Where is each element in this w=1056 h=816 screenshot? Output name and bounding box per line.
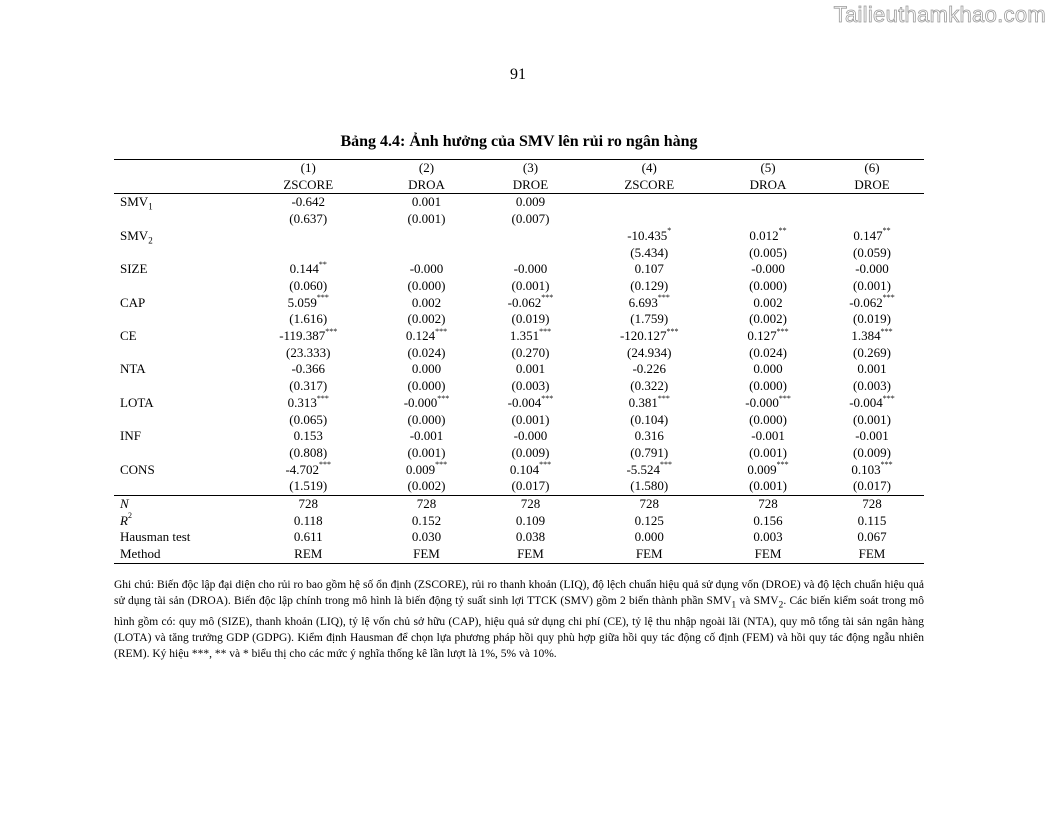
std-error-cell <box>375 245 479 262</box>
coef-value: -10.435 <box>627 227 668 243</box>
coef-value: 5.059 <box>287 294 317 310</box>
std-error-cell: (1.580) <box>630 478 669 494</box>
coef-row <box>114 428 924 445</box>
std-error-cell: (1.616) <box>289 311 328 327</box>
stat-name: Method <box>120 546 161 562</box>
std-error-cell: (0.002) <box>749 311 787 327</box>
coef-cell <box>242 228 375 245</box>
coef-value: -0.226 <box>632 361 667 377</box>
significance-stars: ** <box>882 226 891 236</box>
stat-value: 0.067 <box>857 529 887 545</box>
stat-value: 0.030 <box>411 529 442 545</box>
model-number-cell: (4) <box>582 160 716 177</box>
coef-cell <box>716 328 820 345</box>
std-error-row <box>114 278 924 295</box>
coef-cell <box>478 261 582 278</box>
coef-value: -0.001 <box>855 428 889 444</box>
coef-value: 0.381 <box>628 394 658 410</box>
variable-label <box>114 228 242 245</box>
std-error-cell: (0.269) <box>853 344 891 360</box>
std-error-cell <box>716 211 820 228</box>
variable-name: CONS <box>120 461 155 477</box>
variable-name: CE <box>120 328 137 344</box>
coef-cell <box>242 261 375 278</box>
header-row-dependent-vars <box>114 177 924 194</box>
stat-value: REM <box>242 546 375 563</box>
variable-name: SIZE <box>120 261 148 277</box>
stat-value: 0.611 <box>293 529 323 545</box>
stat-row <box>114 513 924 530</box>
coef-row <box>114 462 924 479</box>
significance-stars: *** <box>435 326 448 336</box>
coef-value: -0.642 <box>291 194 326 210</box>
variable-label <box>114 261 242 278</box>
coef-row <box>114 261 924 278</box>
stat-value: FEM <box>820 546 924 563</box>
coef-row <box>114 194 924 211</box>
std-error-row <box>114 245 924 262</box>
std-error-label-blank <box>114 478 242 495</box>
std-error-cell: (5.434) <box>630 244 669 260</box>
std-error-cell: (0.019) <box>853 311 891 327</box>
std-error-cell: (1.519) <box>289 478 328 494</box>
significance-stars: *** <box>882 293 895 303</box>
stat-label <box>114 546 242 563</box>
coef-cell <box>820 428 924 445</box>
significance-stars: *** <box>882 393 895 403</box>
variable-label <box>114 328 242 345</box>
std-error-cell: (0.003) <box>853 378 891 394</box>
coef-cell <box>820 328 924 345</box>
note-text-part-3: . Các biến kiểm soát trong mô hình gồm có: quy mô (SIZE), thanh khoản (LIQ), tỷ lệ vốn chủ sở hữu (CAP), hiệu quả sử dụng chi phí (CE), tỷ lệ thu nhập ngoài lãi (NTA), quy mô tổng tài sản ngân hàng (LOTA) và tăng trưởng GDP (GDPG). Kiểm định Hausman để chọn lựa phương pháp hồi quy phù hợp giữa hồi quy tác động cố định (FEM) và hồi quy tác động ngẫu nhiên (REM). Ký hiệu ***, ** và * biểu thị cho các mức ý nghĩa thống kê lần lượt là 1%, 5% và 10%. <box>114 595 924 661</box>
std-error-cell <box>820 211 924 228</box>
std-error-row <box>114 211 924 228</box>
variable-name: INF <box>120 428 141 444</box>
coef-row <box>114 361 924 378</box>
coef-value: 0.144 <box>289 261 319 277</box>
significance-stars: *** <box>435 460 448 470</box>
coef-cell <box>820 361 924 378</box>
std-error-cell: (0.001) <box>407 444 446 460</box>
coef-value: 0.001 <box>857 361 887 377</box>
stat-row <box>114 496 924 513</box>
coef-cell <box>242 295 375 312</box>
stat-row <box>114 529 924 546</box>
std-error-cell: (0.808) <box>289 444 328 460</box>
model-number-cell: (5) <box>716 160 820 177</box>
coef-value: 0.107 <box>634 261 664 277</box>
significance-stars: *** <box>657 393 670 403</box>
significance-stars: *** <box>539 460 552 470</box>
std-error-cell: (0.024) <box>749 344 787 360</box>
std-error-cell <box>478 245 582 262</box>
std-error-cell: (0.009) <box>511 444 550 460</box>
std-error-label-blank <box>114 445 242 462</box>
coef-cell <box>478 361 582 378</box>
std-error-label-blank <box>114 378 242 395</box>
std-error-cell: (0.002) <box>407 478 446 494</box>
coef-value: -0.000 <box>745 394 779 410</box>
std-error-cell <box>582 211 716 228</box>
coef-row <box>114 395 924 412</box>
significance-stars: ** <box>318 259 327 269</box>
std-error-cell: (0.024) <box>407 344 446 360</box>
std-error-cell: (0.791) <box>630 444 669 460</box>
coef-cell <box>716 194 820 211</box>
coef-cell <box>716 395 820 412</box>
stat-label <box>114 529 242 546</box>
std-error-row <box>114 412 924 429</box>
std-error-cell: (23.333) <box>286 344 331 360</box>
stat-value: 0.003 <box>753 529 783 545</box>
stat-value: 0.000 <box>634 529 664 545</box>
coef-value: -0.000 <box>751 261 785 277</box>
regression-results-table <box>114 159 924 564</box>
std-error-cell: (0.007) <box>511 211 550 227</box>
std-error-cell: (0.322) <box>630 378 669 394</box>
coef-value: -120.127 <box>619 328 667 344</box>
dependent-var-cell: DROE <box>820 177 924 194</box>
std-error-cell: (0.129) <box>630 277 669 293</box>
coef-value: 1.384 <box>851 328 881 344</box>
stat-value: 0.125 <box>634 512 664 528</box>
header-blank-cell <box>114 160 242 177</box>
coef-value: 0.103 <box>851 461 881 477</box>
coef-value: 0.127 <box>747 328 777 344</box>
coef-cell <box>375 395 479 412</box>
variable-subscript: 2 <box>148 235 153 246</box>
std-error-cell: (0.001) <box>511 277 550 293</box>
std-error-cell: (0.000) <box>407 378 446 394</box>
stat-value: 0.115 <box>857 512 887 528</box>
coef-cell <box>820 194 924 211</box>
significance-stars: *** <box>319 460 332 470</box>
stat-value: 0.109 <box>515 512 546 528</box>
coef-cell <box>242 361 375 378</box>
stat-value: FEM <box>582 546 716 563</box>
coef-cell <box>820 462 924 479</box>
coef-cell <box>582 428 716 445</box>
coef-cell <box>582 361 716 378</box>
coef-value: -119.387 <box>279 328 326 344</box>
std-error-cell: (1.759) <box>630 311 669 327</box>
variable-name: SMV <box>120 227 149 243</box>
stat-value: FEM <box>716 546 820 563</box>
coef-cell <box>375 228 479 245</box>
std-error-label-blank <box>114 311 242 328</box>
std-error-cell: (0.001) <box>749 444 787 460</box>
model-number-cell: (3) <box>478 160 582 177</box>
coef-row <box>114 328 924 345</box>
significance-stars: *** <box>778 393 791 403</box>
stat-value: 728 <box>478 496 582 513</box>
page-number: 91 <box>510 66 526 83</box>
coef-value: -0.000 <box>513 261 548 277</box>
stat-value: 0.152 <box>411 512 442 528</box>
std-error-row <box>114 378 924 395</box>
std-error-label-blank <box>114 245 242 262</box>
variable-label <box>114 194 242 211</box>
stat-value: 728 <box>582 496 716 513</box>
coef-cell <box>375 328 479 345</box>
std-error-cell <box>242 245 375 262</box>
coef-value: 1.351 <box>509 328 540 344</box>
std-error-cell: (0.017) <box>511 478 550 494</box>
coef-value: 0.002 <box>753 294 783 310</box>
coef-value: -0.062 <box>507 294 542 310</box>
variable-label <box>114 462 242 479</box>
coef-cell <box>375 428 479 445</box>
variable-label <box>114 295 242 312</box>
coef-cell <box>478 428 582 445</box>
coef-cell <box>716 295 820 312</box>
coef-value: -0.062 <box>849 294 883 310</box>
stat-name: R <box>120 512 128 528</box>
std-error-cell: (24.934) <box>627 344 672 360</box>
coef-cell <box>478 462 582 479</box>
std-error-cell: (0.005) <box>749 244 787 260</box>
significance-stars: *** <box>657 293 670 303</box>
coef-cell <box>375 261 479 278</box>
coef-cell <box>820 261 924 278</box>
coef-cell <box>375 462 479 479</box>
std-error-cell: (0.065) <box>289 411 328 427</box>
stat-value: 728 <box>375 496 479 513</box>
std-error-row <box>114 345 924 362</box>
variable-label <box>114 428 242 445</box>
coef-cell <box>375 295 479 312</box>
coef-cell <box>478 194 582 211</box>
coef-value: 0.313 <box>287 394 317 410</box>
variable-name: CAP <box>120 294 146 310</box>
variable-subscript: 1 <box>148 202 153 212</box>
stat-name: Hausman test <box>120 529 191 545</box>
note-text-part-1: Ghi chú: Biến độc lập đại diện cho rủi ro bao gồm hệ số ổn định (ZSCORE), rủi ro thanh khoản (LIQ), độ lệch chuẩn hiệu quả sử dụng vốn (DROE) và độ lệch chuẩn hiệu quả sử dụng tài sản (DROA). Biến độc lập chính trong mô hình là biến động tỷ suất sinh lợi TTCK (SMV) gồm 2 biến thành phần SMV <box>114 579 924 608</box>
coef-cell <box>478 228 582 245</box>
significance-stars: ** <box>778 226 787 236</box>
stat-label <box>114 496 242 513</box>
coef-value: 0.009 <box>405 461 436 477</box>
coef-cell <box>716 462 820 479</box>
coef-value: 0.153 <box>293 428 323 444</box>
stat-value: FEM <box>478 546 582 563</box>
coef-value: 0.001 <box>515 361 546 377</box>
coef-cell <box>242 462 375 479</box>
coef-cell <box>582 194 716 211</box>
stat-value: 0.156 <box>753 512 783 528</box>
coef-cell <box>716 361 820 378</box>
stat-value: 728 <box>716 496 820 513</box>
variable-label <box>114 395 242 412</box>
std-error-cell: (0.001) <box>407 211 446 227</box>
variable-name: LOTA <box>120 394 154 410</box>
significance-stars: *** <box>325 326 338 336</box>
dependent-var-cell: DROE <box>478 177 582 194</box>
model-number-cell: (6) <box>820 160 924 177</box>
coef-value: -0.000 <box>513 428 548 444</box>
std-error-cell: (0.637) <box>289 211 328 227</box>
stat-value: 0.118 <box>293 512 323 528</box>
std-error-cell: (0.001) <box>511 411 550 427</box>
coef-value: -0.004 <box>849 394 883 410</box>
coef-cell <box>242 194 375 211</box>
dependent-var-cell: DROA <box>716 177 820 194</box>
coef-cell <box>582 228 716 245</box>
note-text-part-2: và SMV <box>736 595 779 608</box>
coef-value: -0.000 <box>855 261 889 277</box>
significance-stars: *** <box>541 293 554 303</box>
coef-cell <box>242 395 375 412</box>
coef-value: 0.000 <box>411 361 442 377</box>
variable-label <box>114 361 242 378</box>
std-error-cell: (0.000) <box>749 378 787 394</box>
coef-value: -0.004 <box>507 394 542 410</box>
coef-cell <box>820 295 924 312</box>
std-error-cell: (0.001) <box>853 411 891 427</box>
coef-cell <box>582 261 716 278</box>
significance-stars: *** <box>539 326 552 336</box>
coef-cell <box>582 462 716 479</box>
coef-cell <box>582 295 716 312</box>
std-error-cell: (0.000) <box>407 411 446 427</box>
std-error-cell: (0.002) <box>407 311 446 327</box>
coef-value: 0.147 <box>853 227 883 243</box>
std-error-cell: (0.317) <box>289 378 328 394</box>
coef-cell <box>478 328 582 345</box>
significance-stars: *** <box>316 393 329 403</box>
coef-cell <box>582 328 716 345</box>
coef-row <box>114 228 924 245</box>
coef-value: 0.104 <box>509 461 540 477</box>
std-error-cell: (0.003) <box>511 378 550 394</box>
model-number-cell: (1) <box>242 160 375 177</box>
coef-row <box>114 295 924 312</box>
std-error-cell: (0.000) <box>407 277 446 293</box>
header-blank-cell <box>114 177 242 194</box>
coef-cell <box>820 228 924 245</box>
coef-value: 0.001 <box>411 194 442 210</box>
std-error-row <box>114 478 924 495</box>
std-error-row <box>114 311 924 328</box>
coef-value: 0.009 <box>747 461 777 477</box>
model-number-cell: (2) <box>375 160 479 177</box>
std-error-label-blank <box>114 211 242 228</box>
coef-cell <box>375 194 479 211</box>
coef-cell <box>375 361 479 378</box>
significance-stars: *** <box>776 460 789 470</box>
header-row-model-numbers <box>114 160 924 177</box>
std-error-cell: (0.270) <box>511 344 550 360</box>
coef-value: 0.124 <box>405 328 436 344</box>
table-note <box>114 577 924 662</box>
std-error-row <box>114 445 924 462</box>
coef-value: 0.316 <box>634 428 664 444</box>
significance-stars: * <box>667 226 672 236</box>
std-error-cell: (0.000) <box>749 411 787 427</box>
significance-stars: *** <box>541 393 554 403</box>
coef-value: 0.002 <box>411 294 442 310</box>
significance-stars: *** <box>776 326 789 336</box>
std-error-label-blank <box>114 278 242 295</box>
coef-value: -0.000 <box>409 261 444 277</box>
stat-row <box>114 546 924 563</box>
significance-stars: *** <box>437 393 450 403</box>
variable-name: NTA <box>120 361 146 377</box>
coef-cell <box>478 395 582 412</box>
note-subscript-2: 2 <box>778 599 784 611</box>
std-error-cell: (0.017) <box>853 478 891 494</box>
coef-value: 6.693 <box>628 294 658 310</box>
dependent-var-cell: DROA <box>375 177 479 194</box>
note-subscript-1: 1 <box>731 599 737 611</box>
coef-value: -0.001 <box>409 428 444 444</box>
coef-value: -0.000 <box>403 394 438 410</box>
coef-cell <box>582 395 716 412</box>
variable-name: SMV <box>120 194 149 210</box>
coef-value: -0.001 <box>751 428 785 444</box>
coef-value: 0.009 <box>515 194 546 210</box>
std-error-cell: (0.001) <box>749 478 787 494</box>
coef-cell <box>716 228 820 245</box>
std-error-cell: (0.060) <box>289 277 328 293</box>
dependent-var-cell: ZSCORE <box>582 177 716 194</box>
std-error-label-blank <box>114 345 242 362</box>
stat-label <box>114 513 242 530</box>
coef-value: 0.000 <box>753 361 783 377</box>
coef-value: -5.524 <box>626 461 661 477</box>
significance-stars: *** <box>660 460 673 470</box>
coef-cell <box>820 395 924 412</box>
watermark-text: Tailieuthamkhao.com <box>833 2 1046 27</box>
coef-value: 0.012 <box>749 227 779 243</box>
significance-stars: *** <box>880 460 893 470</box>
significance-stars: *** <box>880 326 893 336</box>
table-body <box>114 160 924 564</box>
std-error-cell: (0.019) <box>511 311 550 327</box>
std-error-cell: (0.001) <box>853 277 891 293</box>
significance-stars: *** <box>666 326 679 336</box>
stat-name: N <box>120 496 129 512</box>
std-error-label-blank <box>114 412 242 429</box>
coef-cell <box>716 428 820 445</box>
dependent-var-cell: ZSCORE <box>242 177 375 194</box>
stat-value: 728 <box>242 496 375 513</box>
stat-value: FEM <box>375 546 479 563</box>
stat-superscript: 2 <box>127 511 132 521</box>
std-error-cell: (0.104) <box>630 411 669 427</box>
significance-stars: *** <box>316 293 329 303</box>
coef-value: -0.366 <box>291 361 326 377</box>
coef-cell <box>478 295 582 312</box>
stat-value: 0.038 <box>515 529 546 545</box>
coef-cell <box>242 428 375 445</box>
std-error-cell: (0.059) <box>853 244 891 260</box>
coef-value: -4.702 <box>285 461 320 477</box>
stat-value: 728 <box>820 496 924 513</box>
coef-cell <box>716 261 820 278</box>
table-title: Bảng 4.4: Ảnh hưởng của SMV lên rủi ro ngân hàng <box>340 133 698 150</box>
coef-cell <box>242 328 375 345</box>
std-error-cell: (0.000) <box>749 277 787 293</box>
std-error-cell: (0.009) <box>853 444 891 460</box>
